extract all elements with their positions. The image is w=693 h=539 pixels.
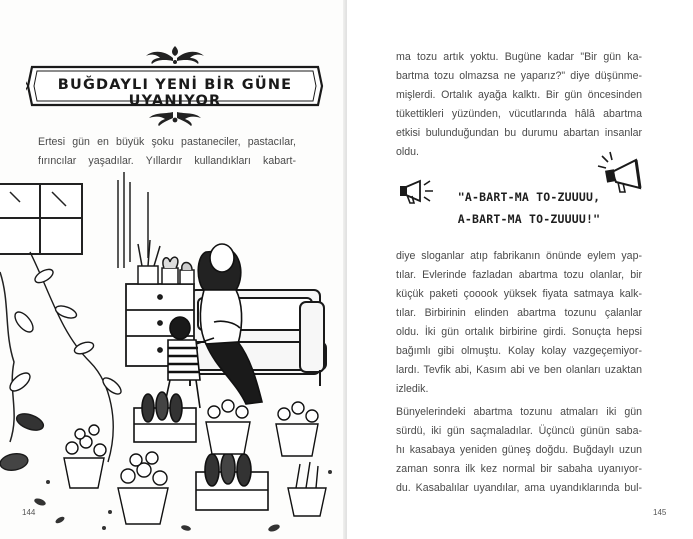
text-line: lardı. Tevfik abi, Kasım abi ve ben olanları uzaktan xyxy=(396,364,642,376)
megaphone-right-icon xyxy=(596,150,652,198)
text-line: etkisi bulunduğundan bu durumu abartan insanlar xyxy=(396,127,642,139)
text-line: Ertesi gün en büyük şoku pastaneciler, pastacılar, xyxy=(38,136,296,148)
illustration xyxy=(0,172,346,539)
chapter-title-banner xyxy=(26,65,324,107)
chapter-title: BUĞDAYLI YENİ BİR GÜNE UYANIYOR xyxy=(57,77,293,109)
text-line: tılar. Evlerinde fazladan abartma tozu olanlar, bir xyxy=(396,269,642,281)
text-line: hı kasabaya yeniden güneş doğdu. Buğdaylı uzun xyxy=(396,444,642,456)
megaphone-left-icon xyxy=(396,175,440,207)
right-intro-paragraph xyxy=(396,48,642,162)
right-body-paragraph xyxy=(396,247,642,399)
page-number: 145 xyxy=(653,508,667,517)
right-closing-paragraph xyxy=(396,403,642,498)
text-line: bartma tozu olmazsa ne yaparız?" diye düşünme- xyxy=(396,70,642,82)
text-line: tılar. Birbirinin elinden abartma tozunu çalanlar xyxy=(396,307,642,319)
text-line: du. Kasabalılar uyandılar, ama uyandıklarında bul- xyxy=(396,482,642,494)
window-icon xyxy=(0,184,82,254)
left-page xyxy=(0,0,346,539)
ornament-top-icon xyxy=(140,44,210,66)
page-number: 144 xyxy=(22,508,36,517)
slogan-line: A-BART-MA TO-ZUUUU!" xyxy=(457,212,601,226)
text-line: zaman sonra ilk kez normal bir sabaha uyanıyor- xyxy=(396,463,642,475)
slogan-line: "A-BART-MA TO-ZUUUU, xyxy=(457,190,601,204)
text-line: bağımlı gibi olmuştu. Kolay kolay vazgeçemiyor- xyxy=(396,345,642,357)
text-line: küçük paketi çooook yüksek fiyata satmaya kalk- xyxy=(396,288,642,300)
text-line: sürdü, iki gün saçmaladılar. Üçüncü günün saba- xyxy=(396,425,642,437)
text-line: oldu. xyxy=(396,146,419,158)
text-line: diye sloganlar atıp fabrikanın önünde eylem yap- xyxy=(396,250,642,262)
ornament-bottom-icon xyxy=(143,110,207,128)
text-line: izledik. xyxy=(396,383,429,395)
text-line: ma tozu artık yoktu. Bugüne kadar "Bir gün ka- xyxy=(396,51,642,63)
left-paragraph xyxy=(38,133,296,171)
text-line: fırıncılar yaşadılar. Yıllardır kullandıkları kabart- xyxy=(38,155,296,167)
slogan xyxy=(440,186,618,230)
text-line: mişlerdi. Ortalık ayağa kalktı. Bir gün öncesinden xyxy=(396,89,642,101)
text-line: oldu. İki gün ortalık birbirine girdi. Sonuçta hepsi xyxy=(396,326,642,338)
text-line: tükettikleri yüzünden, vücutlarında hâlâ abartma xyxy=(396,108,642,120)
text-line: Bünyelerindeki abartma tozunu atmaları iki gün xyxy=(396,406,642,418)
